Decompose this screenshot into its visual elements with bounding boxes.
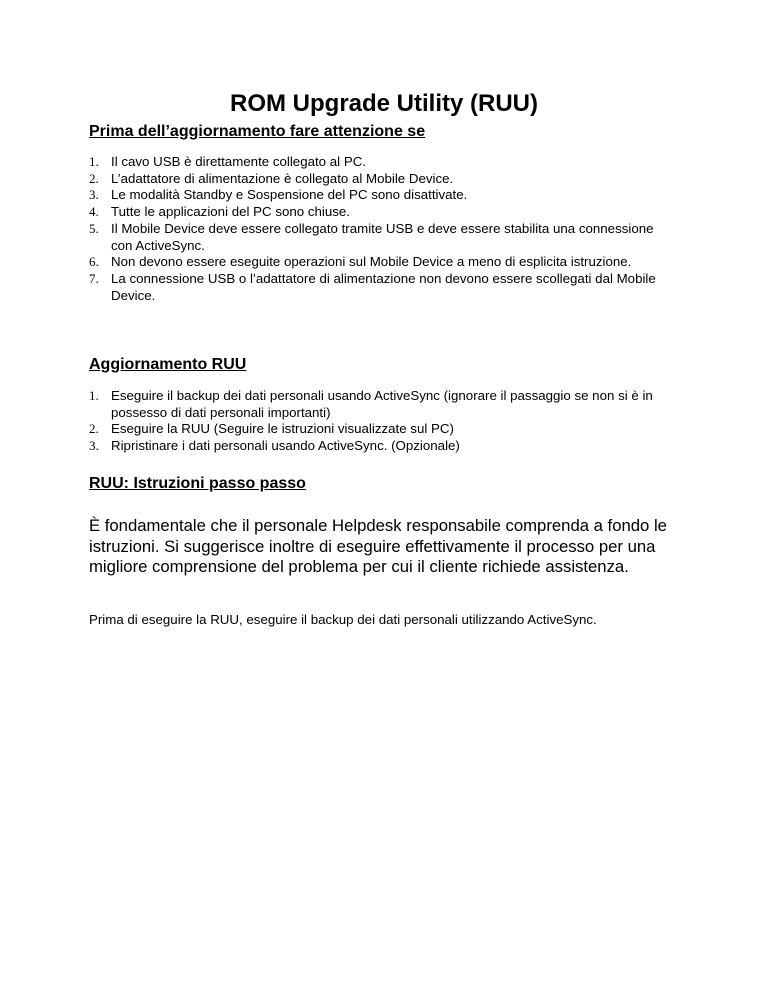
list-item — [89, 154, 669, 171]
list-item-text: Eseguire la RUU (Seguire le istruzioni visualizzate sul PC) — [111, 421, 454, 437]
list-item — [89, 204, 669, 221]
list-item-text: Non devono essere eseguite operazioni sul Mobile Device a meno di esplicita istruzione. — [111, 254, 632, 270]
list-item-number: 1. — [89, 154, 99, 169]
list-item-number: 7. — [89, 270, 99, 286]
pre-update-checklist — [89, 154, 669, 304]
section-heading-ruu-update: Aggiornamento RUU — [89, 356, 247, 373]
list-item-text: Il Mobile Device deve essere collegato tramite USB e deve essere stabilita una connessione con ActiveSync. — [111, 220, 654, 253]
list-item — [89, 187, 669, 204]
list-item-text: Tutte le applicazioni del PC sono chiuse. — [111, 204, 350, 220]
document-title: ROM Upgrade Utility (RUU) — [230, 90, 538, 117]
ruu-update-steps — [89, 388, 669, 455]
list-item-text: Il cavo USB è direttamente collegato al PC. — [111, 154, 366, 169]
list-item-number: 2. — [89, 170, 99, 186]
list-item-text: Eseguire il backup dei dati personali usando ActiveSync (ignorare il passaggio se non si è in possesso di dati personali importanti) — [111, 388, 653, 420]
list-item-text: La connessione USB o l’adattatore di alimentazione non devono essere scollegati dal Mobile Device. — [111, 270, 656, 303]
list-item-text: Le modalità Standby e Sospensione del PC sono disattivate. — [111, 187, 468, 203]
list-item-number: 3. — [89, 187, 99, 203]
lead-paragraph: È fondamentale che il personale Helpdesk responsabile comprenda a fondo le istruzioni. Si suggerisce inoltre di eseguire effettivamente il processo per una migliore comprensione del problema per cui il cliente richiede assistenza. — [89, 516, 667, 576]
list-item — [89, 271, 669, 304]
list-item — [89, 171, 669, 188]
list-item-number: 1. — [89, 388, 99, 403]
list-item-number: 5. — [89, 220, 99, 236]
list-item — [89, 421, 669, 438]
list-item-number: 6. — [89, 254, 99, 270]
list-item — [89, 254, 669, 271]
list-item — [89, 221, 669, 254]
list-item-text: Ripristinare i dati personali usando ActiveSync. (Opzionale) — [111, 438, 460, 454]
list-item-text: L’adattatore di alimentazione è collegato al Mobile Device. — [111, 170, 454, 186]
list-item-number: 3. — [89, 438, 99, 454]
list-item — [89, 388, 669, 421]
backup-note: Prima di eseguire la RUU, eseguire il backup dei dati personali utilizzando ActiveSync. — [89, 612, 597, 627]
section-heading-pre-update: Prima dell’aggiornamento fare attenzione se — [89, 123, 426, 140]
section-heading-step-by-step: RUU: Istruzioni passo passo — [89, 475, 306, 492]
list-item-number: 4. — [89, 204, 99, 220]
list-item-number: 2. — [89, 421, 99, 437]
list-item — [89, 438, 669, 455]
